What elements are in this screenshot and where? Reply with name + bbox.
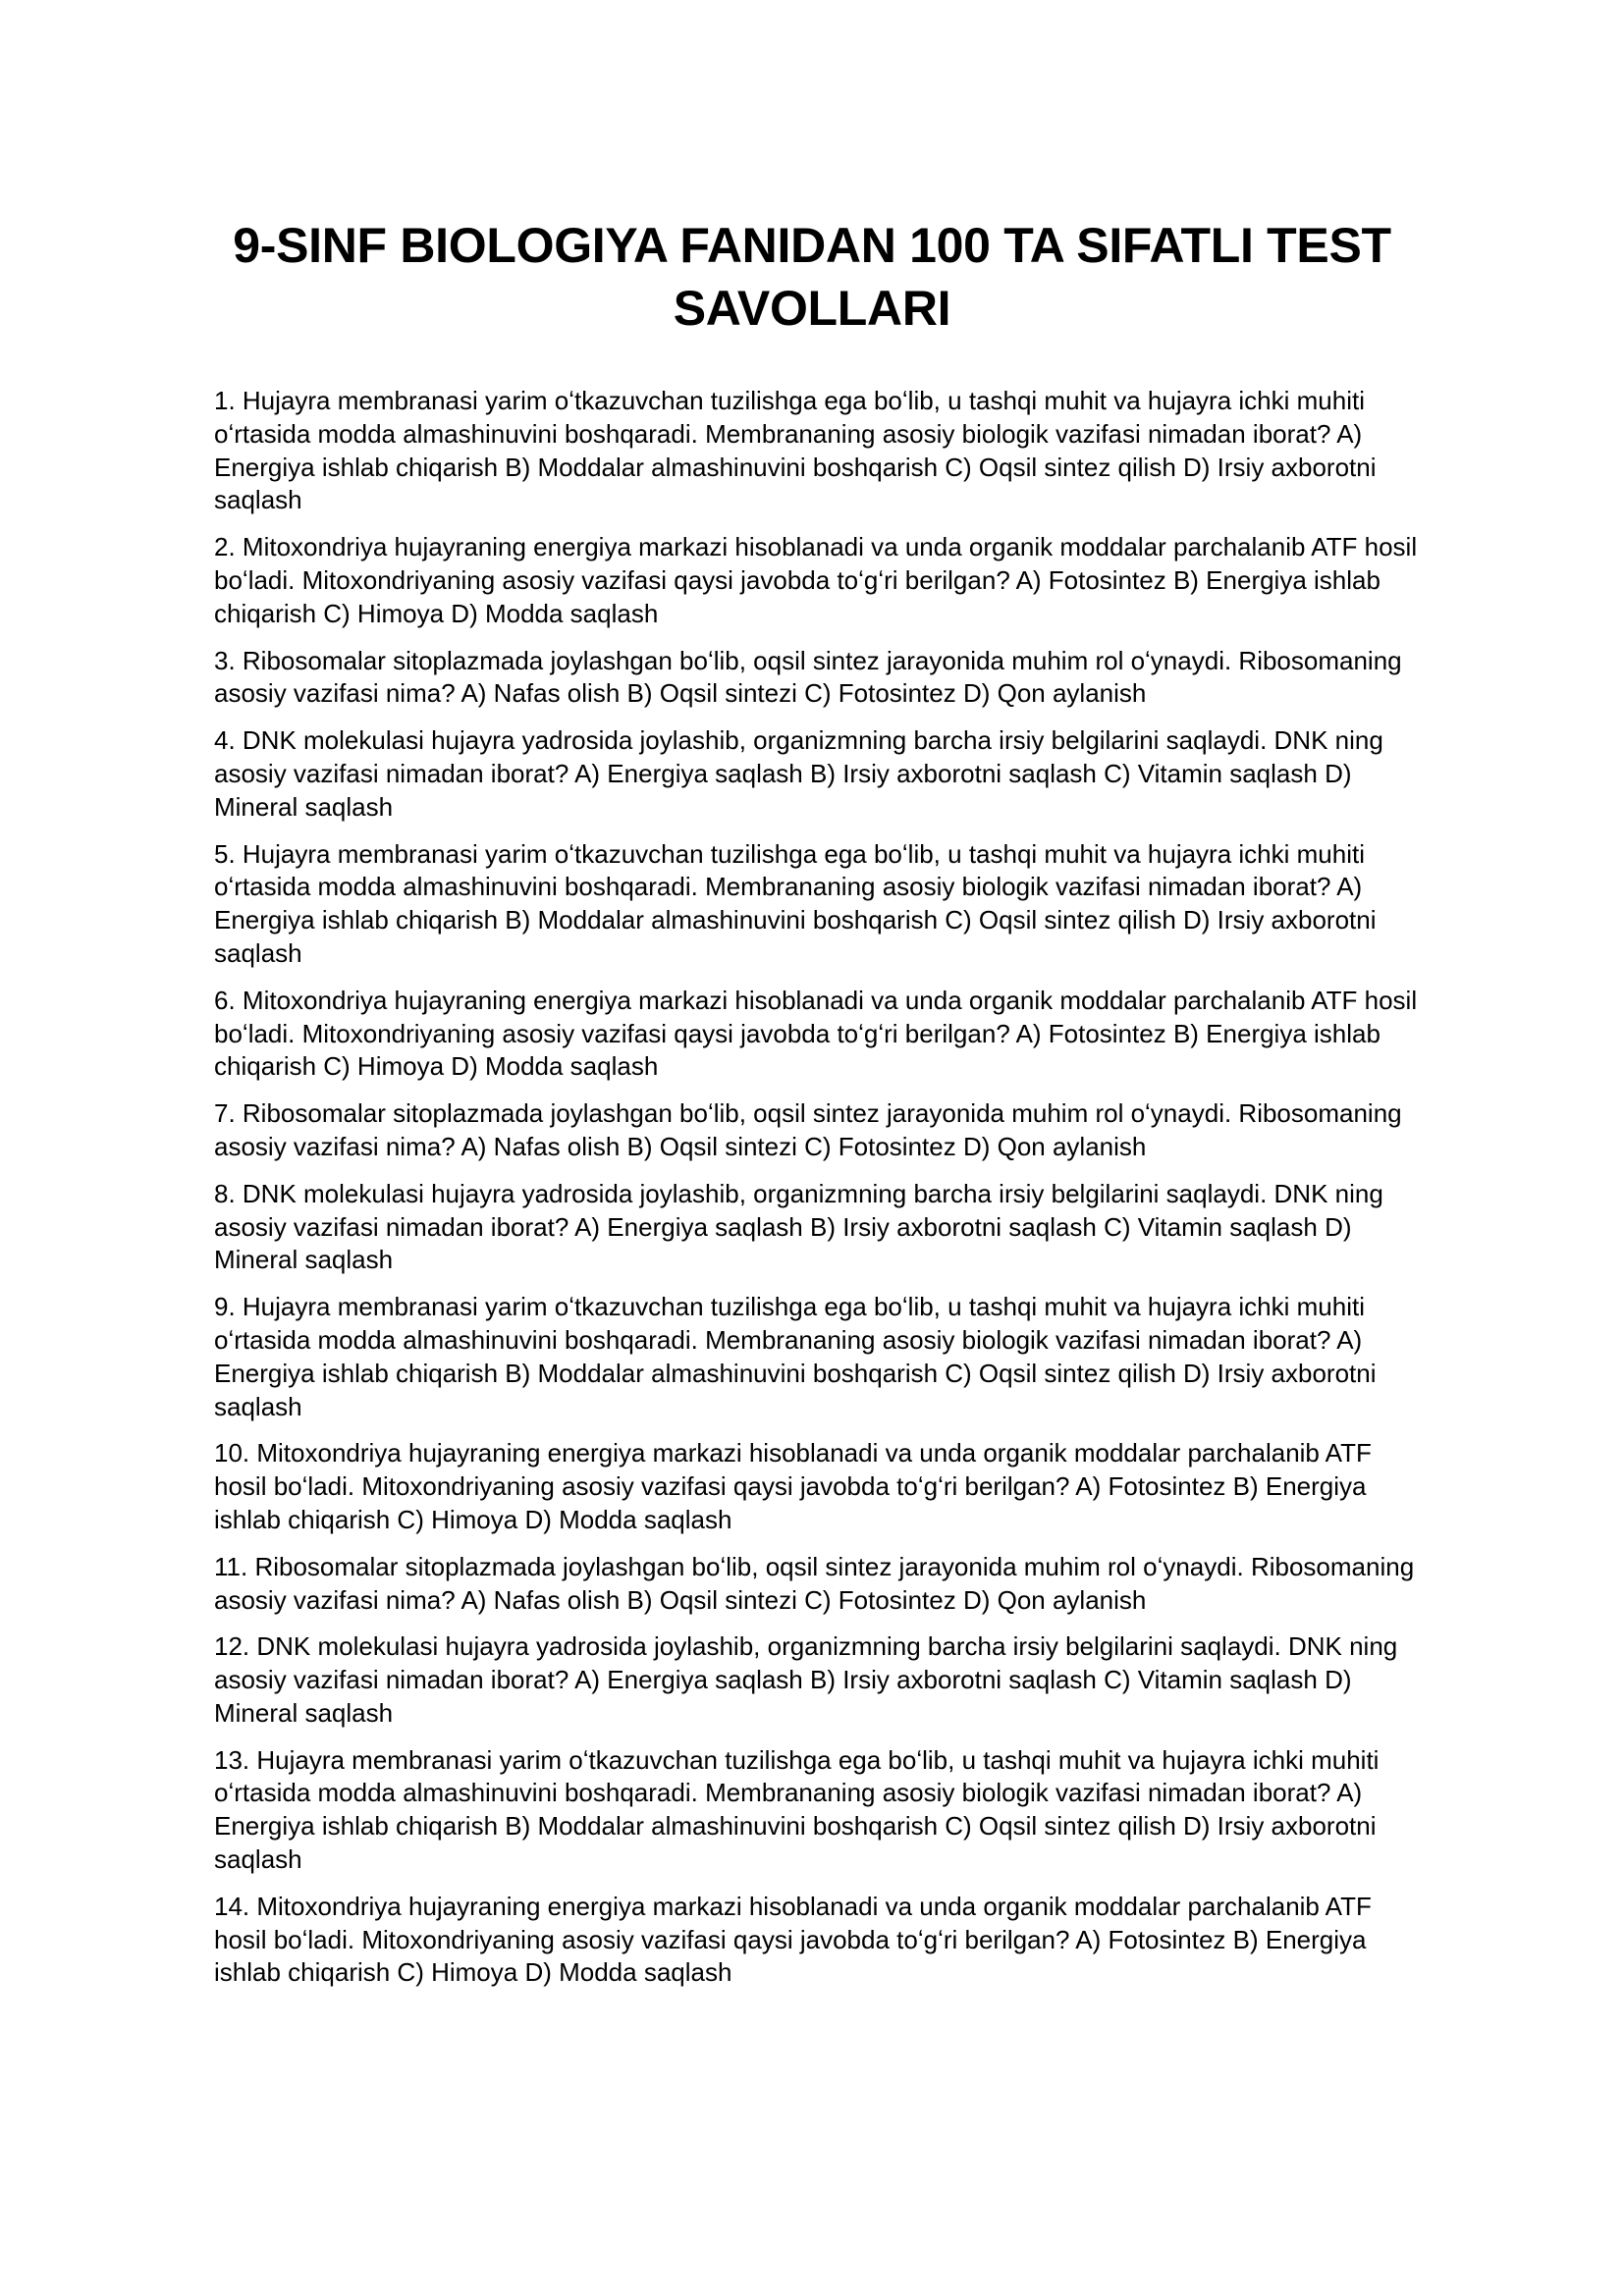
question-item: 3. Ribosomalar sitoplazmada joylashgan boʻlib, oqsil sintez jarayonida muhim rol oʻynaydi. Ribosomaning asosiy vazifasi nima? A) Nafas olish B) Oqsil sintezi C) Fotosintez D) Qon aylanish xyxy=(214,645,1402,709)
question-item: 11. Ribosomalar sitoplazmada joylashgan boʻlib, oqsil sintez jarayonida muhim rol oʻynaydi. Ribosomaning asosiy vazifasi nima? A) Nafas olish B) Oqsil sintezi C) Fotosintez D) Qon aylanish xyxy=(214,1551,1415,1615)
question-item: 4. DNK molekulasi hujayra yadrosida joylashib, organizmning barcha irsiy belgilarini saqlaydi. DNK ning asosiy vazifasi nimadan iborat? A) Energiya saqlash B) Irsiy axborotni saqlash C) Vitamin saqlash D) Mineral saqlash xyxy=(214,725,1383,822)
question-item: 6. Mitoxondriya hujayraning energiya markazi hisoblanadi va unda organik moddalar parchalanib ATF hosil boʻladi. Mitoxondriyaning asosiy vazifasi qaysi javobda toʻgʻri berilgan? A) Fotosintez B) Energiya ishlab chiqarish C) Himoya D) Modda saqlash xyxy=(214,985,1418,1082)
question-item: 2. Mitoxondriya hujayraning energiya markazi hisoblanadi va unda organik moddalar parchalanib ATF hosil boʻladi. Mitoxondriyaning asosiy vazifasi qaysi javobda toʻgʻri berilgan? A) Fotosintez B) Energiya ishlab chiqarish C) Himoya D) Modda saqlash xyxy=(214,532,1418,628)
question-list xyxy=(214,385,1424,2003)
question-item: 8. DNK molekulasi hujayra yadrosida joylashib, organizmning barcha irsiy belgilarini saqlaydi. DNK ning asosiy vazifasi nimadan iborat? A) Energiya saqlash B) Irsiy axborotni saqlash C) Vitamin saqlash D) Mineral saqlash xyxy=(214,1178,1383,1275)
question-item: 7. Ribosomalar sitoplazmada joylashgan boʻlib, oqsil sintez jarayonida muhim rol oʻynaydi. Ribosomaning asosiy vazifasi nima? A) Nafas olish B) Oqsil sintezi C) Fotosintez D) Qon aylanish xyxy=(214,1098,1402,1161)
question-item: 10. Mitoxondriya hujayraning energiya markazi hisoblanadi va unda organik moddalar parchalanib ATF hosil boʻladi. Mitoxondriyaning asosiy vazifasi qaysi javobda toʻgʻri berilgan? A) Fotosintez B) Energiya ishlab chiqarish C) Himoya D) Modda saqlash xyxy=(214,1438,1372,1534)
question-item: 9. Hujayra membranasi yarim oʻtkazuvchan tuzilishga ega boʻlib, u tashqi muhit va hujayra ichki muhiti oʻrtasida modda almashinuvini boshqaradi. Membrananing asosiy biologik vazifasi nimadan iborat? A) Energiya ishlab chiqarish B) Moddalar almashinuvini boshqarish C) Oqsil sintez qilish D) Irsiy axborotni saqlash xyxy=(214,1292,1377,1421)
question-item: 13. Hujayra membranasi yarim oʻtkazuvchan tuzilishga ega boʻlib, u tashqi muhit va hujayra ichki muhiti oʻrtasida modda almashinuvini boshqaradi. Membrananing asosiy biologik vazifasi nimadan iborat? A) Energiya ishlab chiqarish B) Moddalar almashinuvini boshqarish C) Oqsil sintez qilish D) Irsiy axborotni saqlash xyxy=(214,1744,1380,1875)
question-item: 14. Mitoxondriya hujayraning energiya markazi hisoblanadi va unda organik moddalar parchalanib ATF hosil boʻladi. Mitoxondriyaning asosiy vazifasi qaysi javobda toʻgʻri berilgan? A) Fotosintez B) Energiya ishlab chiqarish C) Himoya D) Modda saqlash xyxy=(214,1891,1372,1988)
question-item: 1. Hujayra membranasi yarim oʻtkazuvchan tuzilishga ega boʻlib, u tashqi muhit va hujayra ichki muhiti oʻrtasida modda almashinuvini boshqaradi. Membrananing asosiy biologik vazifasi nimadan iborat? A) Energiya ishlab chiqarish B) Moddalar almashinuvini boshqarish C) Oqsil sintez qilish D) Irsiy axborotni saqlash xyxy=(214,386,1377,515)
document-title: 9-SINF BIOLOGIYA FANIDAN 100 TA SIFATLI TEST SAVOLLARI xyxy=(233,218,1391,336)
question-item: 5. Hujayra membranasi yarim oʻtkazuvchan tuzilishga ega boʻlib, u tashqi muhit va hujayra ichki muhiti oʻrtasida modda almashinuvini boshqaradi. Membrananing asosiy biologik vazifasi nimadan iborat? A) Energiya ishlab chiqarish B) Moddalar almashinuvini boshqarish C) Oqsil sintez qilish D) Irsiy axborotni saqlash xyxy=(214,838,1377,968)
question-item: 12. DNK molekulasi hujayra yadrosida joylashib, organizmning barcha irsiy belgilarini saqlaydi. DNK ning asosiy vazifasi nimadan iborat? A) Energiya saqlash B) Irsiy axborotni saqlash C) Vitamin saqlash D) Mineral saqlash xyxy=(214,1631,1398,1728)
